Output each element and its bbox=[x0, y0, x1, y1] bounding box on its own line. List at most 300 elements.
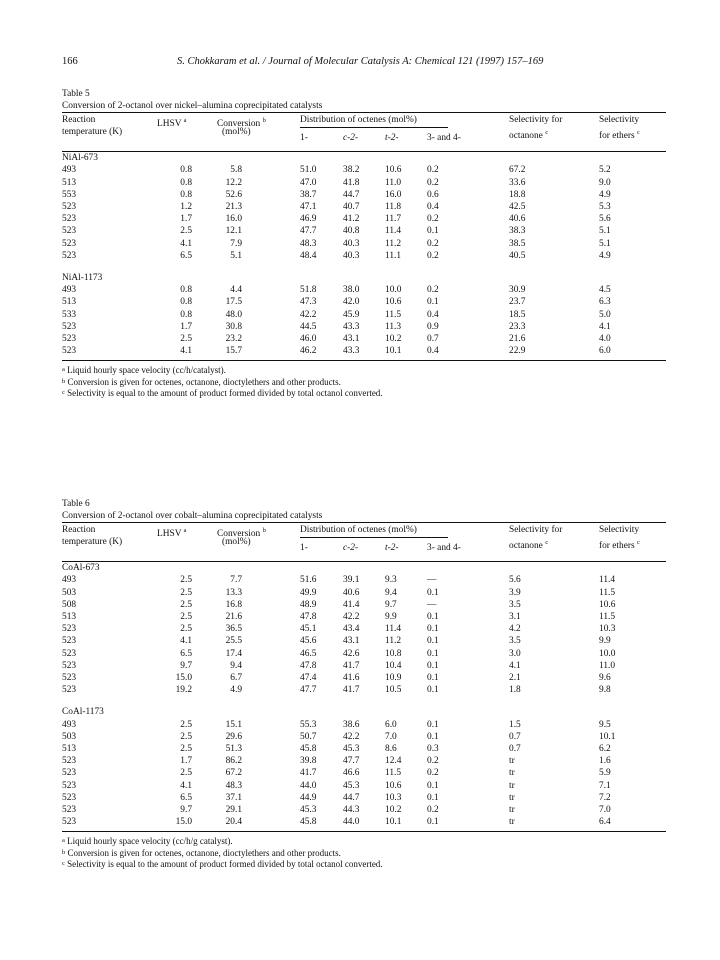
table-cell: — bbox=[427, 599, 437, 610]
table-row bbox=[62, 623, 666, 635]
table-cell: 6.2 bbox=[599, 744, 611, 755]
table-cell: 493 bbox=[62, 719, 77, 730]
table-cell: 523 bbox=[62, 756, 77, 767]
header-lhsv: LHSV $^a$ bbox=[157, 117, 187, 130]
table-row bbox=[62, 345, 666, 357]
table-cell: tr bbox=[509, 792, 515, 803]
table-cell: 11.1 bbox=[385, 250, 402, 261]
table-cell: 43.3 bbox=[343, 321, 360, 332]
header-distribution: Distribution of octenes (mol%) bbox=[300, 525, 417, 535]
table-cell: 513 bbox=[62, 744, 77, 755]
table-cell: 0.1 bbox=[427, 624, 439, 635]
table-cell: 4.1 bbox=[599, 321, 611, 332]
table-cell: 0.2 bbox=[427, 285, 439, 296]
header-d4: 3- and 4- bbox=[427, 133, 461, 143]
table-cell: 6.5 bbox=[180, 250, 192, 261]
table-cell: 43.1 bbox=[343, 636, 360, 647]
table-cell: 6.4 bbox=[599, 817, 611, 828]
table-cell: 44.0 bbox=[343, 817, 360, 828]
table-cell: 11.5 bbox=[385, 309, 402, 320]
table-cell: 37.1 bbox=[225, 792, 242, 803]
table-cell: 523 bbox=[62, 238, 77, 249]
table-cell: 47.7 bbox=[300, 226, 317, 237]
table-cell: 4.1 bbox=[180, 636, 192, 647]
table-cell: 11.5 bbox=[599, 611, 616, 622]
table-cell: 9.0 bbox=[599, 177, 611, 188]
table-cell: 10.9 bbox=[385, 672, 402, 683]
table-cell: 38.7 bbox=[300, 189, 317, 200]
table-row bbox=[62, 648, 666, 660]
table-cell: 5.1 bbox=[599, 238, 611, 249]
table-cell: 9.6 bbox=[599, 672, 611, 683]
table-cell: 513 bbox=[62, 611, 77, 622]
header-sel-ethers: Selectivity bbox=[599, 115, 640, 125]
table-cell: 23.2 bbox=[225, 334, 242, 345]
table-cell: 523 bbox=[62, 321, 77, 332]
footnote-mark: b bbox=[62, 377, 66, 385]
table-cell: 30.8 bbox=[225, 321, 242, 332]
table-cell: 48.9 bbox=[300, 599, 317, 610]
table-cell: 3.1 bbox=[509, 611, 521, 622]
header-reaction: Reaction bbox=[62, 525, 96, 535]
footnote-mark: a bbox=[62, 837, 65, 845]
table-cell: 4.9 bbox=[599, 250, 611, 261]
table-header bbox=[62, 523, 666, 561]
table-cell: 0.8 bbox=[180, 165, 192, 176]
table-cell: 2.5 bbox=[180, 624, 192, 635]
table-cell: 44.0 bbox=[300, 780, 317, 791]
table-row bbox=[62, 780, 666, 792]
table-cell: 38.6 bbox=[343, 719, 360, 730]
table-cell: 9.5 bbox=[599, 719, 611, 730]
header-temperature: temperature (K) bbox=[62, 127, 123, 137]
table-cell: 0.4 bbox=[427, 201, 439, 212]
table-cell: 1.7 bbox=[180, 214, 192, 225]
table-cell: 10.6 bbox=[385, 165, 402, 176]
table-cell: 10.2 bbox=[385, 334, 402, 345]
table-cell: 9.9 bbox=[599, 636, 611, 647]
table-cell: 9.7 bbox=[180, 804, 192, 815]
table-cell: 5.1 bbox=[230, 250, 242, 261]
table-cell: 46.5 bbox=[300, 648, 317, 659]
table-cell: 40.3 bbox=[343, 250, 360, 261]
header-lhsv: LHSV $^a$ bbox=[157, 527, 187, 540]
table-cell: 39.1 bbox=[343, 575, 360, 586]
table-cell: 41.7 bbox=[343, 660, 360, 671]
table-cell: 2.5 bbox=[180, 226, 192, 237]
table-row bbox=[62, 333, 666, 345]
table-cell: 47.4 bbox=[300, 672, 317, 683]
table-cell: 45.9 bbox=[343, 309, 360, 320]
table-cell: 40.3 bbox=[343, 238, 360, 249]
table-row bbox=[62, 743, 666, 755]
header-sel-ethers-2: for ethers $^c$ bbox=[599, 129, 640, 142]
header-conversion-unit: (mol%) bbox=[222, 537, 251, 547]
table-cell: 18.5 bbox=[509, 309, 526, 320]
header-d3: t-2- bbox=[385, 133, 399, 143]
table-cell: 43.3 bbox=[343, 346, 360, 357]
table-cell: 36.5 bbox=[225, 624, 242, 635]
table-cell: 10.2 bbox=[385, 804, 402, 815]
table-cell: 523 bbox=[62, 780, 77, 791]
table-cell: 10.8 bbox=[385, 648, 402, 659]
table-cell: 44.5 bbox=[300, 321, 317, 332]
table-cell: 2.5 bbox=[180, 768, 192, 779]
table-row bbox=[62, 225, 666, 237]
table-cell: 15.0 bbox=[175, 817, 192, 828]
group-spacer bbox=[62, 696, 666, 706]
table-cell: 0.1 bbox=[427, 685, 439, 696]
table-cell: 42.6 bbox=[343, 648, 360, 659]
table-cell: 11.2 bbox=[385, 636, 402, 647]
header-sel-ethers-2: for ethers $^c$ bbox=[599, 539, 640, 552]
table-cell: 10.6 bbox=[385, 780, 402, 791]
table-cell: 3.9 bbox=[509, 587, 521, 598]
table-cell: 52.6 bbox=[225, 189, 242, 200]
table-cell: 40.6 bbox=[509, 214, 526, 225]
table-cell: 523 bbox=[62, 648, 77, 659]
table-cell: 2.1 bbox=[509, 672, 521, 683]
table-title: Conversion of 2-octanol over cobalt–alumina coprecipitated catalysts bbox=[62, 511, 323, 521]
table-cell: 49.9 bbox=[300, 587, 317, 598]
header-distribution: Distribution of octenes (mol%) bbox=[300, 115, 417, 125]
footnote-text: Conversion is given for octenes, octanone, dioctylethers and other products. bbox=[67, 847, 341, 858]
table-row bbox=[62, 309, 666, 321]
table-cell: 23.3 bbox=[509, 321, 526, 332]
footnote-text: Liquid hourly space velocity (cc/h/g catalyst). bbox=[67, 836, 233, 847]
running-head: S. Chokkaram et al. / Journal of Molecular Catalysis A: Chemical 121 (1997) 157–169 bbox=[177, 56, 544, 67]
table-cell: 1.7 bbox=[180, 756, 192, 767]
table-cell: 2.5 bbox=[180, 611, 192, 622]
table-cell: 42.5 bbox=[509, 201, 526, 212]
table-row bbox=[62, 611, 666, 623]
table-cell: 513 bbox=[62, 177, 77, 188]
catalyst-group-label bbox=[62, 706, 666, 718]
table-cell: 45.1 bbox=[300, 624, 317, 635]
table-cell: 10.1 bbox=[385, 817, 402, 828]
table-cell: 42.2 bbox=[343, 611, 360, 622]
table-cell: 41.8 bbox=[343, 177, 360, 188]
table-cell: 38.2 bbox=[343, 165, 360, 176]
table-row bbox=[62, 660, 666, 672]
table-row bbox=[62, 767, 666, 779]
table-row bbox=[62, 574, 666, 586]
table-cell: 0.4 bbox=[427, 346, 439, 357]
table-cell: 9.7 bbox=[385, 599, 397, 610]
table-row bbox=[62, 599, 666, 611]
table-cell: 2.5 bbox=[180, 575, 192, 586]
table-cell: 23.7 bbox=[509, 297, 526, 308]
table-cell: 493 bbox=[62, 285, 77, 296]
table-cell: 41.7 bbox=[300, 768, 317, 779]
table-cell: 3.5 bbox=[509, 599, 521, 610]
footnote-text: Selectivity is equal to the amount of product formed divided by total octanol converted. bbox=[67, 859, 383, 870]
table-cell: 0.8 bbox=[180, 189, 192, 200]
table-row bbox=[62, 755, 666, 767]
table-cell: 67.2 bbox=[509, 165, 526, 176]
table-row bbox=[62, 792, 666, 804]
table-cell: 523 bbox=[62, 660, 77, 671]
table-cell: 46.2 bbox=[300, 346, 317, 357]
table-cell: 5.2 bbox=[599, 165, 611, 176]
footnote bbox=[62, 848, 666, 860]
table-row bbox=[62, 177, 666, 189]
header-d2: c-2- bbox=[343, 133, 359, 143]
table-cell: 38.3 bbox=[509, 226, 526, 237]
table-cell: 21.6 bbox=[225, 611, 242, 622]
footnote-mark: b bbox=[62, 848, 66, 856]
table-row bbox=[62, 719, 666, 731]
table-cell: 55.3 bbox=[300, 719, 317, 730]
table-cell: 11.0 bbox=[599, 660, 616, 671]
table-cell: 11.7 bbox=[385, 214, 402, 225]
table-cell: 20.4 bbox=[225, 817, 242, 828]
table-cell: 10.0 bbox=[599, 648, 616, 659]
table-cell: 0.2 bbox=[427, 250, 439, 261]
header-conversion: Conversion $^b$ bbox=[217, 117, 266, 130]
table-cell: 503 bbox=[62, 587, 77, 598]
header-reaction: Reaction bbox=[62, 115, 96, 125]
table-row bbox=[62, 238, 666, 250]
header-d1: 1- bbox=[300, 543, 308, 553]
table-cell: 43.4 bbox=[343, 624, 360, 635]
table-cell: 4.1 bbox=[180, 780, 192, 791]
table-cell: 0.7 bbox=[427, 334, 439, 345]
table-cell: 29.6 bbox=[225, 731, 242, 742]
table-cell: 2.5 bbox=[180, 587, 192, 598]
table-cell: 38.5 bbox=[509, 238, 526, 249]
table-cell: tr bbox=[509, 804, 515, 815]
table-cell: 10.5 bbox=[385, 685, 402, 696]
table-cell: 0.8 bbox=[180, 297, 192, 308]
table-cell: 10.3 bbox=[385, 792, 402, 803]
table-cell: 1.7 bbox=[180, 321, 192, 332]
table-cell: 5.1 bbox=[599, 226, 611, 237]
catalyst-name: NiAl-1173 bbox=[62, 272, 103, 283]
table-cell: 10.0 bbox=[385, 285, 402, 296]
table-row bbox=[62, 804, 666, 816]
table-cell: 11.8 bbox=[385, 201, 402, 212]
table-cell: 10.3 bbox=[599, 624, 616, 635]
table-cell: 48.3 bbox=[225, 780, 242, 791]
footnote-text: Liquid hourly space velocity (cc/h/catalyst). bbox=[67, 365, 226, 376]
table-cell: 4.1 bbox=[180, 238, 192, 249]
table-cell: 12.2 bbox=[225, 177, 242, 188]
table-row bbox=[62, 731, 666, 743]
table-cell: 19.2 bbox=[175, 685, 192, 696]
table-cell: 48.3 bbox=[300, 238, 317, 249]
table-cell: 523 bbox=[62, 792, 77, 803]
table-cell: 11.4 bbox=[599, 575, 616, 586]
table-cell: 44.9 bbox=[300, 792, 317, 803]
table-cell: 48.4 bbox=[300, 250, 317, 261]
table-cell: 51.3 bbox=[225, 744, 242, 755]
table-cell: 0.1 bbox=[427, 792, 439, 803]
table-cell: 523 bbox=[62, 672, 77, 683]
table-cell: 5.6 bbox=[509, 575, 521, 586]
table-cell: 2.5 bbox=[180, 719, 192, 730]
table-cell: 45.3 bbox=[300, 804, 317, 815]
table-cell: 5.9 bbox=[599, 768, 611, 779]
page-header bbox=[62, 56, 662, 70]
table-cell: 11.4 bbox=[385, 226, 402, 237]
table-cell: 0.3 bbox=[427, 744, 439, 755]
table-cell: 45.6 bbox=[300, 636, 317, 647]
table-cell: 43.1 bbox=[343, 334, 360, 345]
table-cell: 25.5 bbox=[225, 636, 242, 647]
table-label: Table 6 bbox=[62, 499, 90, 509]
table-cell: 4.1 bbox=[509, 660, 521, 671]
table-cell: 2.5 bbox=[180, 334, 192, 345]
table-title: Conversion of 2-octanol over nickel–alumina coprecipitated catalysts bbox=[62, 101, 323, 111]
table-cell: 3.5 bbox=[509, 636, 521, 647]
table-cell: 46.6 bbox=[343, 768, 360, 779]
table-cell: 10.4 bbox=[385, 660, 402, 671]
table-cell: 523 bbox=[62, 226, 77, 237]
table-header bbox=[62, 113, 666, 151]
table-cell: 0.1 bbox=[427, 660, 439, 671]
table-cell: 5.6 bbox=[599, 214, 611, 225]
table-cell: 523 bbox=[62, 685, 77, 696]
table-cell: 44.7 bbox=[343, 189, 360, 200]
footnote bbox=[62, 388, 666, 400]
footnote-mark: c bbox=[62, 860, 65, 868]
header-sel-octanone-2: octanone $^c$ bbox=[509, 539, 549, 552]
table-row bbox=[62, 284, 666, 296]
table-cell: 86.2 bbox=[225, 756, 242, 767]
table-cell: 7.7 bbox=[230, 575, 242, 586]
header-d3: t-2- bbox=[385, 543, 399, 553]
table-cell: 9.4 bbox=[230, 660, 242, 671]
table-row bbox=[62, 189, 666, 201]
table-cell: 46.9 bbox=[300, 214, 317, 225]
table-cell: 11.0 bbox=[385, 177, 402, 188]
table-cell: 10.6 bbox=[599, 599, 616, 610]
table-row bbox=[62, 201, 666, 213]
table-cell: 7.0 bbox=[385, 731, 397, 742]
table-cell: 11.3 bbox=[385, 321, 402, 332]
header-conversion-unit: (mol%) bbox=[222, 127, 251, 137]
table-cell: 51.0 bbox=[300, 165, 317, 176]
table-cell: 0.4 bbox=[427, 309, 439, 320]
table-cell: 16.0 bbox=[225, 214, 242, 225]
table-cell: 0.2 bbox=[427, 768, 439, 779]
table-cell: 6.5 bbox=[180, 792, 192, 803]
table-cell: 523 bbox=[62, 768, 77, 779]
table-cell: 0.1 bbox=[427, 587, 439, 598]
table-cell: 503 bbox=[62, 731, 77, 742]
table-cell: 40.8 bbox=[343, 226, 360, 237]
table-cell: tr bbox=[509, 768, 515, 779]
table-label: Table 5 bbox=[62, 89, 90, 99]
table-row bbox=[62, 321, 666, 333]
table-cell: 523 bbox=[62, 804, 77, 815]
table-5 bbox=[62, 88, 666, 400]
table-cell: 1.8 bbox=[509, 685, 521, 696]
table-cell: 0.1 bbox=[427, 780, 439, 791]
table-cell: 18.8 bbox=[509, 189, 526, 200]
table-cell: 9.8 bbox=[599, 685, 611, 696]
table-cell: 42.0 bbox=[343, 297, 360, 308]
table-cell: 11.5 bbox=[599, 587, 616, 598]
table-cell: 4.1 bbox=[180, 346, 192, 357]
table-cell: 8.6 bbox=[385, 744, 397, 755]
table-cell: 50.7 bbox=[300, 731, 317, 742]
table-cell: 41.6 bbox=[343, 672, 360, 683]
table-cell: 0.1 bbox=[427, 817, 439, 828]
table-cell: 12.4 bbox=[385, 756, 402, 767]
table-cell: 45.3 bbox=[343, 780, 360, 791]
table-cell: 6.7 bbox=[230, 672, 242, 683]
table-cell: 40.7 bbox=[343, 201, 360, 212]
table-cell: 7.9 bbox=[230, 238, 242, 249]
table-cell: 0.8 bbox=[180, 177, 192, 188]
table-cell: 22.9 bbox=[509, 346, 526, 357]
table-cell: 4.4 bbox=[230, 285, 242, 296]
table-cell: 15.0 bbox=[175, 672, 192, 683]
table-cell: 0.1 bbox=[427, 672, 439, 683]
table-cell: 1.2 bbox=[180, 201, 192, 212]
table-cell: 523 bbox=[62, 201, 77, 212]
table-cell: 42.2 bbox=[343, 731, 360, 742]
table-cell: 15.1 bbox=[225, 719, 242, 730]
table-cell: 21.3 bbox=[225, 201, 242, 212]
table-cell: 45.3 bbox=[343, 744, 360, 755]
header-sel-ethers: Selectivity bbox=[599, 525, 640, 535]
table-cell: 0.1 bbox=[427, 611, 439, 622]
table-cell: 2.5 bbox=[180, 731, 192, 742]
table-cell: 47.0 bbox=[300, 177, 317, 188]
table-cell: 523 bbox=[62, 250, 77, 261]
footnote-mark: a bbox=[62, 366, 65, 374]
catalyst-name: NiAl-673 bbox=[62, 153, 98, 163]
table-cell: 1.5 bbox=[509, 719, 521, 730]
table-cell: — bbox=[427, 575, 437, 586]
footnote bbox=[62, 377, 666, 389]
table-cell: 4.9 bbox=[230, 685, 242, 696]
table-cell: 2.5 bbox=[180, 599, 192, 610]
table-cell: 0.7 bbox=[509, 744, 521, 755]
table-cell: 9.4 bbox=[385, 587, 397, 598]
table-cell: 0.1 bbox=[427, 636, 439, 647]
table-cell: 523 bbox=[62, 334, 77, 345]
table-cell: 4.9 bbox=[599, 189, 611, 200]
table-cell: 47.8 bbox=[300, 660, 317, 671]
table-cell: 0.2 bbox=[427, 238, 439, 249]
table-cell: tr bbox=[509, 756, 515, 767]
table-cell: 0.1 bbox=[427, 226, 439, 237]
header-temperature: temperature (K) bbox=[62, 537, 123, 547]
table-cell: 11.5 bbox=[385, 768, 402, 779]
catalyst-group-label bbox=[62, 152, 666, 164]
header-d2: c-2- bbox=[343, 543, 359, 553]
table-cell: 523 bbox=[62, 817, 77, 828]
table-cell: 0.2 bbox=[427, 804, 439, 815]
table-cell: 33.6 bbox=[509, 177, 526, 188]
table-row bbox=[62, 213, 666, 225]
table-row bbox=[62, 164, 666, 176]
table-cell: 0.2 bbox=[427, 756, 439, 767]
table-cell: 508 bbox=[62, 599, 77, 610]
table-cell: 533 bbox=[62, 309, 77, 320]
table-cell: 45.8 bbox=[300, 817, 317, 828]
catalyst-name: CoAl-1173 bbox=[62, 707, 104, 718]
table-cell: 16.0 bbox=[385, 189, 402, 200]
catalyst-group-label bbox=[62, 272, 666, 284]
table-row bbox=[62, 684, 666, 696]
table-row bbox=[62, 672, 666, 684]
table-cell: 3.0 bbox=[509, 648, 521, 659]
